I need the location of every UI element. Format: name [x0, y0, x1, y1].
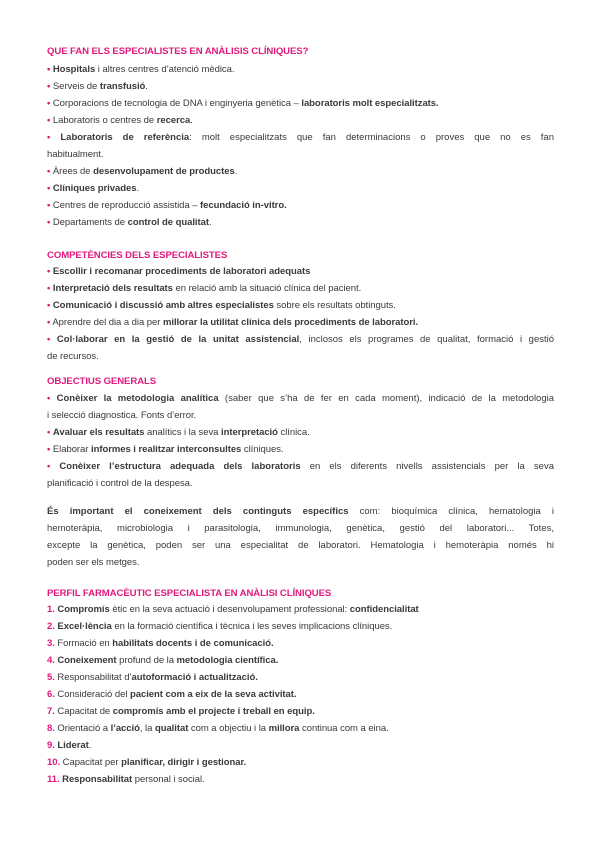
numbered-item: 10. Capacitat per planificar, dirigir i gestionar.: [47, 757, 247, 768]
numbered-item: 6. Consideració del pacient com a eix de la seva activitat.: [47, 689, 297, 700]
bullet-icon: •: [47, 427, 51, 438]
list-item: • Laboratoris de referència: molt especialitzats que fan determinacions o proves que no es fan: [47, 132, 554, 143]
bullet-icon: •: [47, 81, 51, 92]
list-item-continuation: habitualment.: [47, 149, 104, 160]
list-item: • Conèixer l’estructura adequada dels laboratoris en els diferents nivells assistencials per la seva: [47, 461, 554, 472]
list-item: • Conèixer la metodologia analítica (saber que s’ha de fer en cada moment), indicació de la metodologia: [47, 393, 555, 404]
section-heading-competencies: COMPETÈNCIES DELS ESPECIALISTES: [47, 250, 228, 261]
bullet-icon: •: [47, 132, 51, 143]
paragraph-line: hemoteràpia, microbiologia i parasitologia, immunologia, genètica, gestió del laboratori... Totes,: [47, 523, 554, 534]
numbered-item: 7. Capacitat de compromís amb el projecte i treball en equip.: [47, 706, 315, 717]
list-item: • Hospitals i altres centres d’atenció mèdica.: [47, 64, 235, 75]
list-item: • Clíniques privades.: [47, 183, 140, 194]
paragraph-line: excepte la genètica, poden ser una especialitat de laboratori. Hematologia i hemoteràpia només hi: [47, 540, 554, 551]
bullet-icon: •: [47, 98, 51, 109]
bullet-icon: •: [47, 266, 51, 277]
bullet-icon: •: [47, 393, 51, 404]
bullet-icon: •: [47, 300, 51, 311]
list-item: • Escollir i recomanar procediments de laboratori adequats: [47, 266, 311, 277]
section-heading-pharmacist-profile: PERFIL FARMACÈUTIC ESPECIALISTA EN ANÀLISI CLÍNIQUES: [47, 588, 332, 599]
list-item: • Serveis de transfusió.: [47, 81, 148, 92]
bullet-icon: •: [47, 317, 51, 328]
section-heading-objectives: OBJECTIUS GENERALS: [47, 376, 157, 387]
numbered-item: 3. Formació en habilitats docents i de comunicació.: [47, 638, 274, 649]
bullet-icon: •: [47, 115, 51, 126]
bullet-icon: •: [47, 166, 51, 177]
list-item: • Laboratoris o centres de recerca.: [47, 115, 193, 126]
list-item-continuation: planificació i control de la despesa.: [47, 478, 193, 489]
numbered-item: 2. Excel·lència en la formació científica i tècnica i les seves implicacions clíniques.: [47, 621, 393, 632]
list-item: • Col·laborar en la gestió de la unitat assistencial, inclosos els programes de qualitat, formació i gestió: [47, 334, 555, 345]
bullet-icon: •: [47, 444, 51, 455]
list-item-continuation: de recursos.: [47, 351, 99, 362]
paragraph-line: poden ser els metges.: [47, 557, 140, 568]
bullet-icon: •: [47, 183, 51, 194]
list-item: • Centres de reproducció assistida – fecundació in-vitro.: [47, 200, 287, 211]
numbered-item: 4. Coneixement profund de la metodologia científica.: [47, 655, 279, 666]
list-item: • Interpretació dels resultats en relació amb la situació clínica del pacient.: [47, 283, 362, 294]
bullet-icon: •: [47, 64, 51, 75]
list-item: • Departaments de control de qualitat.: [47, 217, 212, 228]
paragraph-line: És important el coneixement dels continguts específics com: bioquímica clínica, hematologia i: [47, 506, 554, 517]
bullet-icon: •: [47, 283, 51, 294]
numbered-item: 9. Liderat.: [47, 740, 92, 751]
list-item: • Aprendre del dia a dia per millorar la utilitat clínica dels procediments de laboratori.: [47, 317, 419, 328]
bullet-icon: •: [47, 334, 51, 345]
list-item: • Avaluar els resultats analítics i la seva interpretació clínica.: [47, 427, 310, 438]
numbered-item: 11. Responsabilitat personal i social.: [47, 774, 205, 785]
list-item: • Comunicació i discussió amb altres especialistes sobre els resultats obtinguts.: [47, 300, 396, 311]
bullet-icon: •: [47, 200, 51, 211]
list-item-continuation: i selecció diagnostica. Fonts d’error.: [47, 410, 197, 421]
list-item: • Elaborar informes i realitzar interconsultes clíniques.: [47, 444, 284, 455]
numbered-item: 5. Responsabilitat d’autoformació i actualització.: [47, 672, 258, 683]
numbered-item: 8. Orientació a l’acció, la qualitat com a objectiu i la millora continua com a eina.: [47, 723, 389, 734]
section-heading-specialists-do: QUE FAN ELS ESPECIALISTES EN ANÀLISIS CLÍNIQUES?: [47, 46, 309, 57]
numbered-item: 1. Compromís ètic en la seva actuació i desenvolupament professional: confidencialitat: [47, 604, 419, 615]
bullet-icon: •: [47, 217, 51, 228]
bullet-icon: •: [47, 461, 51, 472]
list-item: • Corporacions de tecnologia de DNA i enginyeria genètica – laboratoris molt especialitzats.: [47, 98, 439, 109]
list-item: • Àrees de desenvolupament de productes.: [47, 166, 238, 177]
